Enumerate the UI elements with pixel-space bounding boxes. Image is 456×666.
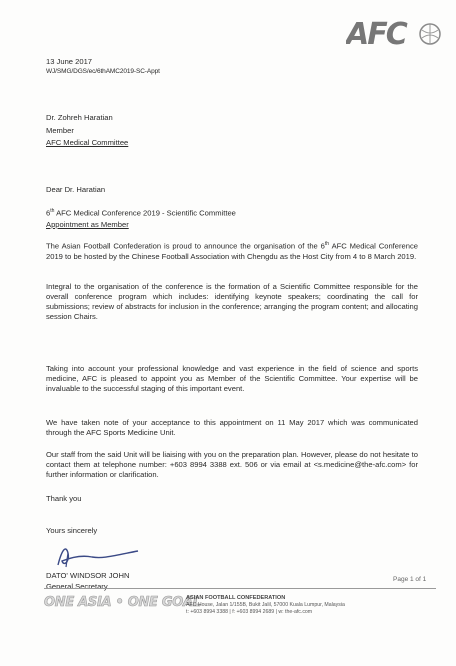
footer-divider	[44, 588, 436, 589]
footer-address: AFC House, Jalan 1/155B, Bukit Jalil, 57000 Kuala Lumpur, Malaysia	[186, 602, 345, 608]
afc-logo-text: AFC	[346, 17, 406, 52]
paragraph-announcement	[46, 239, 418, 262]
footer-contact: t: +603 8994 3388 | f: +603 8994 2689 | w: the-afc.com	[186, 609, 313, 615]
paragraph-appointment: Taking into account your professional knowledge and vast experience in the field of science and sports medicine, AFC is pleased to appoint you as Member of the Scientific Committee. Your expertise will be invaluable to the successful staging of this important event.	[46, 364, 418, 393]
footer-slogan: ONE ASIA • ONE GOAL	[44, 595, 201, 610]
footer-org-info	[186, 595, 345, 616]
paragraph-contact: Our staff from the said Unit will be liaising with you on the preparation plan. However, please do not hesitate to contact them at telephone number: +603 8994 3388 ext. 506 or via email at <s.medicine@the-afc.com> for further information or clarification.	[46, 450, 418, 479]
subject-line	[46, 206, 418, 219]
thank-you: Thank you	[46, 494, 82, 503]
afc-logo	[346, 14, 442, 54]
paragraph-acceptance: We have taken note of your acceptance to this appointment on 11 May 2017 which was communicated through the AFC Sports Medicine Unit.	[46, 418, 418, 437]
signer-name: DATO' WINDSOR JOHN	[46, 571, 130, 580]
salutation: Dear Dr. Haratian	[46, 185, 106, 194]
addressee-title: Member	[46, 125, 74, 135]
paragraph-announcement-sup: th	[324, 241, 330, 247]
signer-title: General Secretary	[46, 582, 108, 591]
addressee-block	[46, 112, 418, 150]
page-number: Page 1 of 1	[393, 576, 427, 583]
subject-ordinal-number: 6	[46, 208, 51, 218]
addressee-name: Dr. Zohreh Haratian	[46, 113, 113, 122]
addressee-committee: AFC Medical Committee	[46, 138, 129, 147]
paragraph-committee-role: Integral to the organisation of the conference is the formation of a Scientific Committee responsible for the overall conference program which includes: identifying keynote speakers; coordinating the call for submissions; review of abstracts for inclusion in the conference; arranging the program content; and allocating session Chairs.	[46, 282, 418, 321]
footer-org-name: ASIAN FOOTBALL CONFEDERATION	[186, 595, 286, 601]
closing: Yours sincerely	[46, 526, 98, 535]
subject-block	[46, 206, 418, 230]
subject-appointment: Appointment as Member	[46, 219, 129, 229]
letter-reference: WJ/SMG/DGS/ec/6thAMC2019-SC-Appt	[46, 68, 160, 75]
paragraph-announcement-a: The Asian Football Confederation is proud to announce the organisation of the 6	[46, 241, 325, 251]
subject-ordinal-suffix: th	[50, 208, 55, 214]
subject-line-rest: AFC Medical Conference 2019 - Scientific Committee	[54, 208, 236, 218]
signature	[52, 539, 142, 571]
footer	[0, 588, 456, 666]
letter-date: 13 June 2017	[46, 57, 93, 66]
paragraph-announcement-b: AFC Medical Conference 2019 to be hosted by the Chinese Football Association with Chengdu as the Host City from 4 to 8 March 2019.	[46, 241, 418, 261]
